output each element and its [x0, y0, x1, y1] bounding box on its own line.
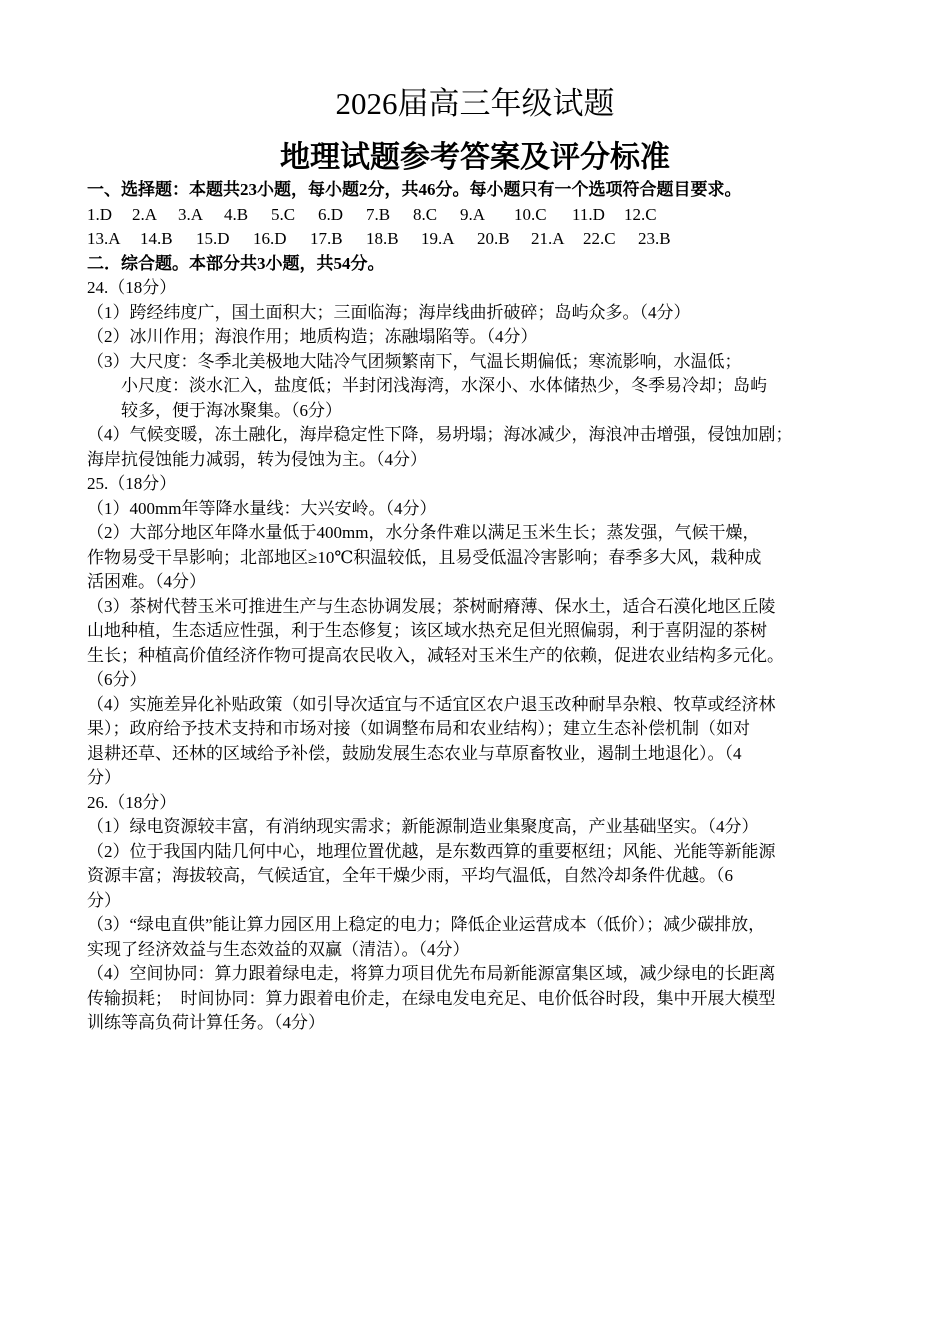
choice-answer: 12.C [624, 204, 657, 224]
question-24-answer-4-line-2: 海岸抗侵蚀能力减弱，转为侵蚀为主。（4分） [87, 449, 427, 469]
choice-answer: 6.D [318, 204, 344, 224]
question-25-answer-2-line-3: 活困难。（4分） [87, 572, 206, 591]
document-title: 地理试题参考答案及评分标准 [280, 140, 670, 175]
choice-answer: 15.D [196, 229, 230, 248]
question-25-answer-3-line-3: 生长；种植高价值经济作物可提高农民收入，减轻对玉米生产的依赖，促进农业结构多元化。 [87, 645, 784, 665]
question-25-answer-4-line-1: （4）实施差异化补贴政策（如引导次适宜与不适宜区农户退玉改种耐旱杂粮、牧草或经济林 [87, 694, 776, 714]
choice-answer: 9.A [460, 204, 486, 224]
question-26-answer-4-line-2: 传输损耗； 时间协同：算力跟着电价走，在绿电发电充足、电价低谷时段，集中开展大模型 [87, 988, 776, 1008]
question-25-answer-3-line-2: 山地种植，生态适应性强，利于生态修复；该区域水热充足但光照偏弱，利于喜阴湿的茶树 [87, 621, 767, 640]
choice-answer: 18.B [366, 229, 399, 248]
question-25-answer-4-line-3: 退耕还草、还林的区域给予补偿，鼓励发展生态农业与草原畜牧业，遏制土地退化）。（4 [87, 743, 742, 763]
answer-content [87, 178, 879, 1036]
question-24-answer-2: （2）冰川作用；海浪作用；地质构造；冻融塌陷等。（4分） [87, 327, 538, 346]
question-26-answer-2-line-2: 资源丰富；海拔较高，气候适宜，全年干燥少雨，平均气温低，自然冷却条件优越。（6 [87, 866, 733, 885]
question-24-answer-1: （1）跨经纬度广，国土面积大；三面临海；海岸线曲折破碎；岛屿众多。（4分） [87, 302, 691, 322]
choice-answer: 13.A [87, 229, 121, 248]
question-24-answer-3-line-2: 小尺度：淡水汇入，盐度低；半封闭浅海湾，水深小、水体储热少，冬季易冷却；岛屿 [121, 376, 767, 395]
choice-answer: 19.A [421, 229, 455, 248]
question-26-answer-3-line-1: （3）“绿电直供”能让算力园区用上稳定的电力；降低企业运营成本（低价）；减少碳排放， [87, 915, 766, 934]
choice-answer: 5.C [271, 204, 296, 224]
question-26-answer-4-line-1: （4）空间协同：算力跟着绿电走，将算力项目优先布局新能源富集区域，减少绿电的长距离 [87, 964, 776, 983]
question-24-answer-3-line-1: （3）大尺度：冬季北美极地大陆冷气团频繁南下，气温长期偏低；寒流影响，水温低； [87, 351, 742, 371]
question-25-answer-3-line-4: （6分） [87, 670, 147, 689]
choice-answers-row-2 [87, 227, 879, 252]
section-heading-choice: 一、选择题：本题共23小题，每小题2分，共46分。每小题只有一个选项符合题目要求。 [87, 180, 742, 199]
choice-answer: 21.A [531, 229, 565, 248]
choice-answer: 11.D [572, 204, 605, 224]
question-24-heading: 24.（18分） [87, 278, 177, 297]
question-26-answer-1: （1）绿电资源较丰富，有消纳现实需求；新能源制造业集聚度高，产业基础坚实。（4分） [87, 817, 759, 836]
question-25-answer-4-line-4: 分） [87, 768, 121, 787]
choice-answer: 14.B [140, 229, 173, 248]
question-24-answer-3-line-3: 较多，便于海冰聚集。（6分） [121, 400, 342, 420]
question-26-answer-2-line-1: （2）位于我国内陆几何中心，地理位置优越，是东数西算的重要枢纽；风能、光能等新能源 [87, 841, 776, 861]
choice-answer: 16.D [253, 229, 287, 248]
choice-answer: 1.D [87, 204, 113, 224]
question-25-answer-4-line-2: 果）；政府给予技术支持和市场对接（如调整布局和农业结构）；建立生态补偿机制（如对 [87, 719, 750, 738]
section-heading-comprehensive: 二．综合题。本部分共3小题，共54分。 [87, 253, 385, 273]
choice-answer: 2.A [132, 204, 158, 224]
exam-title: 2026届高三年级试题 [335, 86, 615, 121]
question-26-answer-3-line-2: 实现了经济效益与生态效益的双赢（清洁）。（4分） [87, 939, 470, 959]
question-25-answer-2-line-2: 作物易受干旱影响；北部地区≥10℃积温较低，且易受低温冷害影响；春季多大风，栽种成 [87, 547, 762, 567]
question-26-answer-2-line-3: 分） [87, 890, 121, 910]
choice-answer: 20.B [477, 229, 510, 248]
question-25-answer-3-line-1: （3）茶树代替玉米可推进生产与生态协调发展；茶树耐瘠薄、保水土，适合石漠化地区丘陵 [87, 596, 776, 616]
question-26-answer-4-line-3: 训练等高负荷计算任务。（4分） [87, 1013, 325, 1032]
choice-answer: 3.A [178, 204, 204, 224]
question-25-heading: 25.（18分） [87, 474, 177, 493]
choice-answer: 10.C [514, 204, 547, 224]
choice-answers-row-1 [87, 203, 879, 228]
choice-answer: 23.B [638, 229, 671, 248]
question-26-heading: 26.（18分） [87, 792, 177, 812]
choice-answer: 8.C [413, 204, 438, 224]
question-24-answer-4-line-1: （4）气候变暖，冻土融化，海岸稳定性下降，易坍塌；海冰减少，海浪冲击增强，侵蚀加剧； [87, 425, 793, 444]
question-25-answer-2-line-1: （2）大部分地区年降水量低于400mm，水分条件难以满足玉米生长；蒸发强，气候干燥， [87, 523, 760, 542]
choice-answer: 4.B [224, 204, 249, 224]
choice-answer: 7.B [366, 204, 391, 224]
choice-answer: 17.B [310, 229, 343, 248]
question-25-answer-1: （1）400mm年等降水量线：大兴安岭。（4分） [87, 498, 437, 518]
choice-answer: 22.C [583, 229, 616, 248]
